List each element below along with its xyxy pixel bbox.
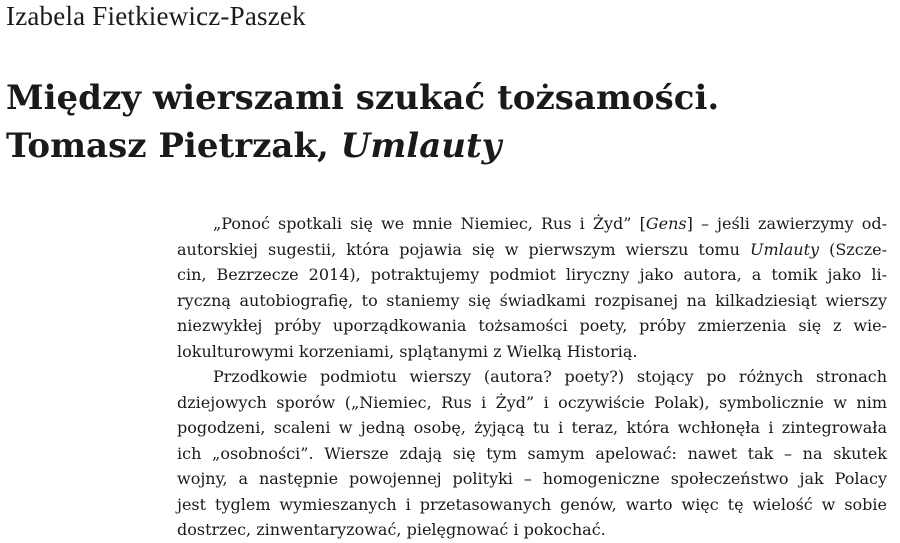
text-line: jest tyglem wymieszanych i przetasowanych genów, warto więc tę wielość w sobie xyxy=(177,494,887,514)
paragraph-2 xyxy=(177,364,887,543)
italic-span: Umlauty xyxy=(749,239,820,259)
text-line xyxy=(177,211,887,237)
title-line-2-text: Tomasz Pietrzak, xyxy=(6,126,341,166)
paragraph-1 xyxy=(177,211,887,364)
article-body xyxy=(177,211,887,543)
author-name: Izabela Fietkiewicz-Paszek xyxy=(6,1,306,31)
text-span: autorskiej sugestii, która pojawia się w pierwszym wierszu tomu xyxy=(177,239,750,259)
text-line: lokulturowymi korzeniami, splątanymi z Wielką Historią. xyxy=(177,341,638,361)
italic-span: Gens xyxy=(645,214,687,233)
text-line xyxy=(177,237,887,263)
text-line: dziejowych sporów („Niemiec, Rus i Żyd” i oczywiście Polak), symbolicznie w nim xyxy=(177,392,887,412)
text-line: cin, Bezrzecze 2014), potraktujemy podmiot liryczny jako autora, a tomik jako li- xyxy=(177,265,887,284)
title-line-1: Między wierszami szukać tożsamości. xyxy=(6,78,720,118)
text-line: Przodkowie podmiotu wierszy (autora? poety?) stojący po różnych stronach xyxy=(213,367,887,386)
text-line: ich „osobności”. Wiersze zdają się tym samym apelować: nawet tak – na skutek xyxy=(177,443,887,463)
text-line: wojny, a następnie powojennej polityki – homogeniczne społeczeństwo jak Polacy xyxy=(177,469,887,488)
title-line-2 xyxy=(6,122,886,170)
text-line: pogodzeni, scaleni w jedną osobę, żyjącą tu i teraz, która wchłonęła i zintegrowała xyxy=(177,418,887,437)
text-line: ryczną autobiografię, to staniemy się świadkami rozpisanej na kilkadziesiąt wierszy xyxy=(177,290,887,310)
text-span: ] – jeśli zawierzymy od- xyxy=(686,214,888,233)
text-span: „Ponoć spotkali się we mnie Niemiec, Rus i Żyd” [ xyxy=(213,214,646,233)
text-span: (Szcze- xyxy=(819,239,887,259)
book-title: Umlauty xyxy=(340,126,502,166)
text-line: dostrzec, zinwentaryzować, pielęgnować i pokochać. xyxy=(177,520,606,539)
article-title xyxy=(6,74,886,170)
text-line: niezwykłej próby uporządkowania tożsamości poety, próby zmierzenia się z wie- xyxy=(177,316,887,335)
